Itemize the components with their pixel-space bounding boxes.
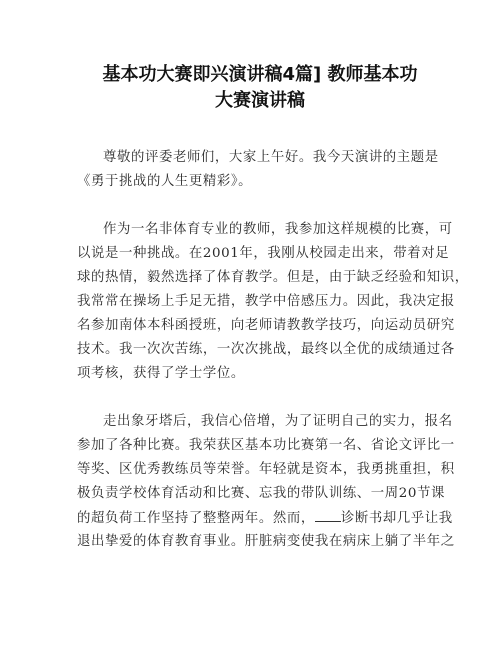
paragraph-1-line-1: 尊敬的评委老师们，大家上午好。我今天演讲的主题是 <box>103 150 439 165</box>
paragraph-2-line-3: 球的热情，毅然选择了体育教学。但是，由于缺乏经验和知识， <box>77 270 469 285</box>
document-title-line-2: 大赛演讲稿 <box>215 90 305 111</box>
paragraph-2-line-4: 我常常在操场上手足无措，教学中倍感压力。因此，我决定报 <box>77 294 455 309</box>
paragraph-2-line-1: 作为一名非体育专业的教师，我参加这样规模的比赛，可 <box>103 222 453 237</box>
paragraph-2-line-7: 项考核，获得了学士学位。 <box>77 366 245 381</box>
paragraph-3-line-2: 参加了各种比赛。我荣获区基本功比赛第一名、省论文评比一 <box>77 438 455 453</box>
paragraph-3-line-5-text-a: 的超负荷工作坚持了整整两年。然而， <box>77 511 315 526</box>
document-title-line-1: 基本功大赛即兴演讲稿4篇] 教师基本功 <box>102 64 418 85</box>
underline-blank <box>315 508 341 522</box>
paragraph-2-line-6: 技术。我一次次苦练，一次次挑战，最终以全优的成绩通过各 <box>77 342 455 357</box>
paragraph-3-line-6: 退出挚爱的体育教育事业。肝脏病变使我在病床上躺了半年之 <box>77 534 455 549</box>
paragraph-2-line-5: 名参加南体本科函授班，向老师请教教学技巧，向运动员研究 <box>77 318 455 333</box>
paragraph-3-line-5 <box>77 508 453 529</box>
paragraph-2-line-2: 以说是一种挑战。在2001年，我刚从校园走出来，带着对足 <box>77 246 450 261</box>
paragraph-3-line-1: 走出象牙塔后，我信心倍增，为了证明自己的实力，报名 <box>103 414 453 429</box>
paragraph-3-line-5-text-b: 诊断书却几乎让我 <box>340 511 453 526</box>
paragraph-3-line-4: 极负责学校体育活动和比赛、忘我的带队训练、一周20节课 <box>77 486 446 501</box>
paragraph-3-line-3: 等奖、区优秀教练员等荣誉。年轻就是资本，我勇挑重担，积 <box>77 462 455 477</box>
paragraph-1-line-2: 《勇于挑战的人生更精彩》。 <box>77 174 253 189</box>
